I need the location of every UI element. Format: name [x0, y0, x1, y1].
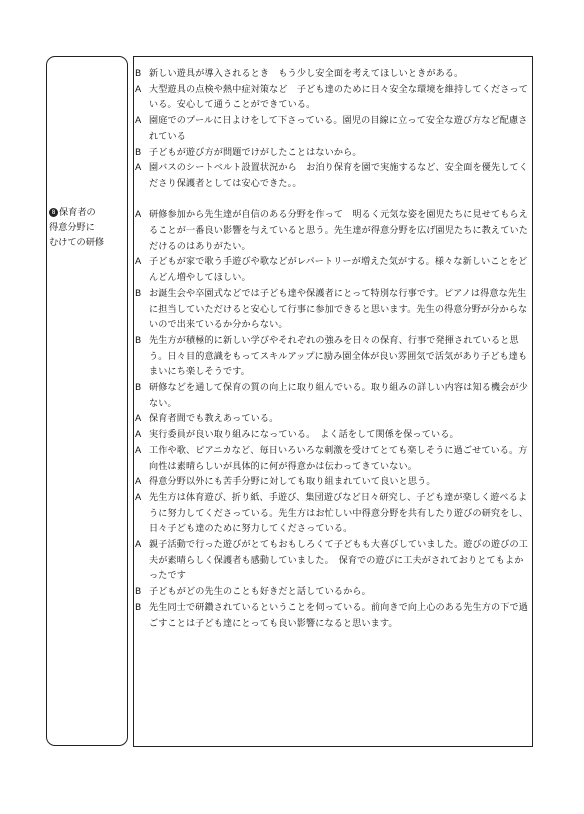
rating-mark: B [135, 383, 142, 394]
comment-text: 親子活動で行った遊びがとてもおもしろくて子どもも大喜びしていました。遊びの遊びの工夫が素晴らしく保護者も感動していました。 保育での遊びに工夫がされておりとてもよかったです [149, 540, 528, 582]
section-number-badge: 8 [49, 208, 58, 217]
section-label [49, 205, 127, 250]
comment-text: 得意分野以外にも苦手分野に対しても取り組まれていて良いと思う。 [149, 477, 436, 488]
comment-item [135, 538, 531, 585]
section-label-line-1: 8 保育者の [49, 205, 127, 220]
comment-item [135, 601, 531, 632]
comments-list [135, 67, 531, 632]
rating-mark: B [135, 335, 142, 346]
comment-item [135, 381, 531, 412]
rating-mark: B [135, 147, 142, 158]
comment-text: 先生方が積極的に新しい学びやそれぞれの強みを日々の保育、行事で発揮されていると思う。日々目的意識をもってスキルアップに励み園全体が良い雰囲気で活気があり子ども達もまいにち楽しそうです。 [149, 335, 528, 378]
comment-text: 新しい遊具が導入されるとき もう少し安全面を考えてほしいときがある。 [149, 69, 464, 79]
comment-item [135, 83, 531, 114]
section-label-box [46, 56, 128, 746]
comment-item [135, 334, 531, 381]
rating-mark: A [135, 84, 142, 95]
rating-mark: B [135, 69, 142, 79]
comment-text: 工作や歌、ピアニカなど、毎日いろいろな刺激を受けてとても楽しそうに過ごせている。方向性は素晴らしいが具体的に何が得意かは伝わってきていない。 [149, 445, 528, 472]
group-spacer [135, 193, 531, 209]
comment-item [135, 287, 531, 334]
comment-item [135, 208, 531, 255]
comment-text: 子どもがどの先生のことも好きだと話しているから。 [149, 587, 371, 598]
comment-text: 研修参加から先生達が自信のある分野を作って 明るく元気な姿を園児たちに見せてもらえることが一番良い影響を与えていると思う。先生達が得意分野を広げ園児たちに教えていただけるのはありがたい。 [149, 210, 528, 252]
comment-text: 園バスのシートベルト設置状況から お泊り保育を園で実施するなど、安全面を優先してくださり保護者としては安心できた。。 [149, 163, 528, 189]
rating-mark: A [135, 540, 142, 551]
comment-item [135, 114, 531, 145]
comment-item [135, 146, 531, 162]
rating-mark: B [135, 288, 142, 299]
rating-mark: A [135, 210, 142, 221]
comments-box [133, 56, 533, 747]
rating-mark: A [135, 492, 142, 503]
rating-mark: B [135, 602, 142, 613]
comment-text: 先生方は体育遊び、折り紙、手遊び、集団遊びなど日々研究し、子ども達が楽しく遊べるように努力してくださっている。先生方はお忙しい中得意分野を共有したり遊びの研究をし、日々子ども達のために努力してくださっている。 [149, 492, 528, 535]
comment-text: 保育者間でも教えあっている。 [149, 414, 279, 425]
section-label-line-3: むけての研修 [49, 237, 105, 248]
comment-item [135, 444, 531, 475]
rating-mark: B [135, 587, 142, 598]
comment-text: お誕生会や卒園式などでは子ども達や保護者にとって特別な行事です。ピアノは得意な先生に担当していただけると安心して行事に参加できると思います。先生の得意分野が分からないので出来ているか分からない。 [149, 288, 528, 331]
comment-item [135, 161, 531, 192]
comment-text: 子どもが家で歌う手遊びや歌などがレパートリーが増えた気がする。様々な新しいことをどんどん増やしてほしい。 [149, 257, 528, 284]
rating-mark: A [135, 445, 142, 456]
comment-item [135, 255, 531, 286]
rating-mark: A [135, 257, 142, 268]
comment-text: 子どもが遊び方が問題でけがしたことはないから。 [149, 147, 362, 158]
comment-text: 大型遊具の点検や熱中症対策など 子ども達のために日々安全な環境を維持してくださっている。安心して通うことができている。 [149, 84, 528, 111]
comment-item [135, 491, 531, 538]
comment-text: 園庭でのプールに日よけをして下さっている。園児の目線に立って安全な遊び方など配慮されている [149, 116, 528, 142]
comment-item [135, 475, 531, 491]
comment-text: 先生同士で研鑽されているということを伺っている。前向きで向上心のある先生方の下で過ごすことは子ども達にとっても良い影響になると思います。 [149, 602, 528, 629]
comment-text: 研修などを通して保育の質の向上に取り組んでいる。取り組みの詳しい内容は知る機会が少ない。 [149, 383, 528, 409]
rating-mark: A [135, 430, 142, 441]
comment-item [135, 67, 531, 83]
rating-mark: A [135, 163, 142, 174]
comment-item [135, 585, 531, 601]
comment-text: 実行委員が良い取り組みになっている。 よく話をして関係を保っている。 [149, 430, 459, 441]
comment-item [135, 412, 531, 428]
rating-mark: A [135, 477, 142, 488]
rating-mark: A [135, 414, 142, 425]
rating-mark: A [135, 116, 142, 127]
comment-item [135, 428, 531, 444]
section-label-line-2: 得意分野に [49, 222, 95, 233]
